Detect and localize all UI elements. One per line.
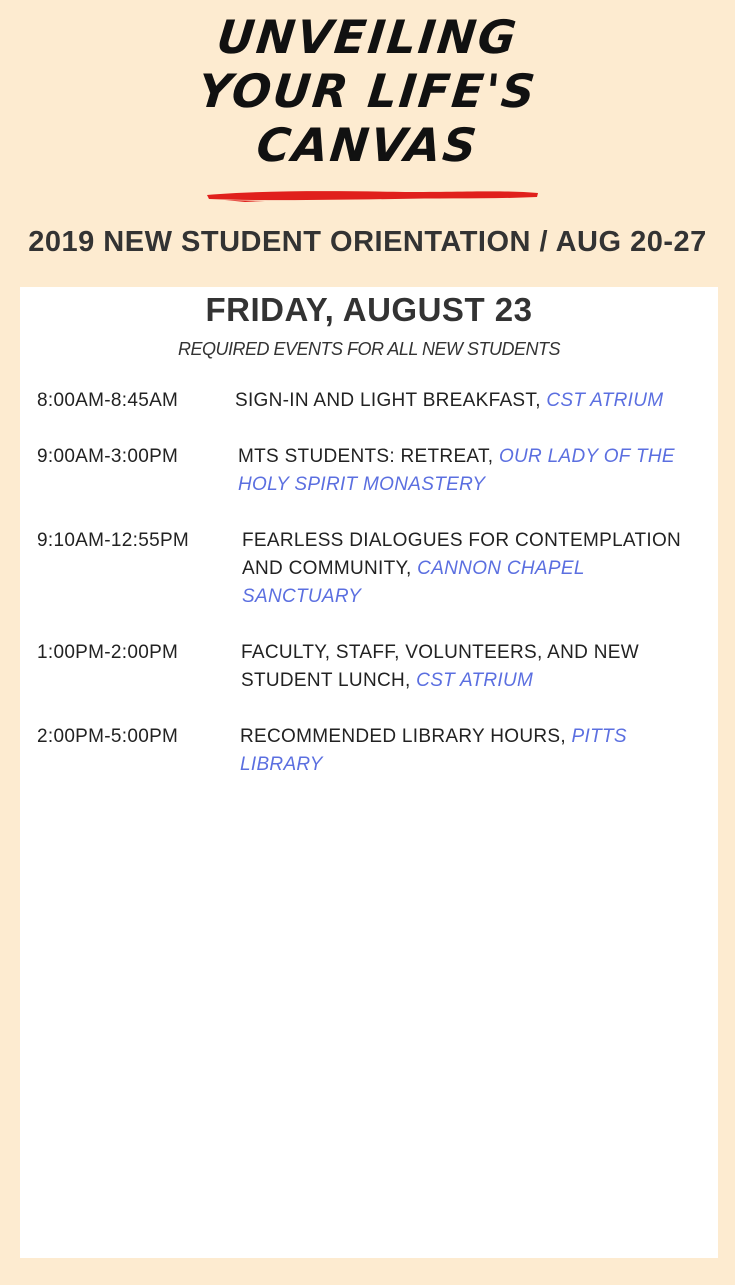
event-title: MTS STUDENTS: RETREAT, xyxy=(238,446,499,467)
event-time: 8:00AM-8:45AM xyxy=(37,390,179,411)
event-title: FEARLESS DIALOGUES FOR CONTEMPLATION AND COMMUNITY, xyxy=(242,530,682,579)
event-location: PITTS LIBRARY xyxy=(240,726,627,775)
event-description xyxy=(238,443,678,499)
event-location: CST ATRIUM xyxy=(546,390,664,411)
event-location: CANNON CHAPEL SANCTUARY xyxy=(242,558,585,607)
title-line-2: YOUR LIFE'S xyxy=(195,64,540,118)
orientation-subtitle: 2019 NEW STUDENT ORIENTATION / AUG 20-27 xyxy=(28,226,707,258)
event-time: 9:10AM-12:55PM xyxy=(37,530,190,551)
title-line-3: CANVAS xyxy=(254,118,481,172)
event-title: RECOMMENDED LIBRARY HOURS, xyxy=(240,726,572,747)
event-title: FACULTY, STAFF, VOLUNTEERS, AND NEW STUDENT LUNCH, xyxy=(241,642,639,691)
day-heading: FRIDAY, AUGUST 23 xyxy=(205,291,533,328)
event-location: CST ATRIUM xyxy=(416,670,534,691)
event-title: SIGN-IN AND LIGHT BREAKFAST, xyxy=(235,390,547,411)
red-brush-stroke xyxy=(205,187,540,203)
event-time: 9:00AM-3:00PM xyxy=(37,446,179,467)
event-time: 2:00PM-5:00PM xyxy=(37,726,179,747)
page-title xyxy=(0,10,735,172)
event-description xyxy=(240,723,640,779)
event-location: OUR LADY OF THE HOLY SPIRIT MONASTERY xyxy=(238,446,675,495)
event-description xyxy=(235,387,705,415)
event-description xyxy=(241,639,661,695)
event-time: 1:00PM-2:00PM xyxy=(37,642,179,663)
required-note: REQUIRED EVENTS FOR ALL NEW STUDENTS xyxy=(177,339,561,359)
schedule-card xyxy=(20,287,718,1258)
event-description xyxy=(242,527,687,611)
title-line-1: UNVEILING xyxy=(214,10,521,64)
